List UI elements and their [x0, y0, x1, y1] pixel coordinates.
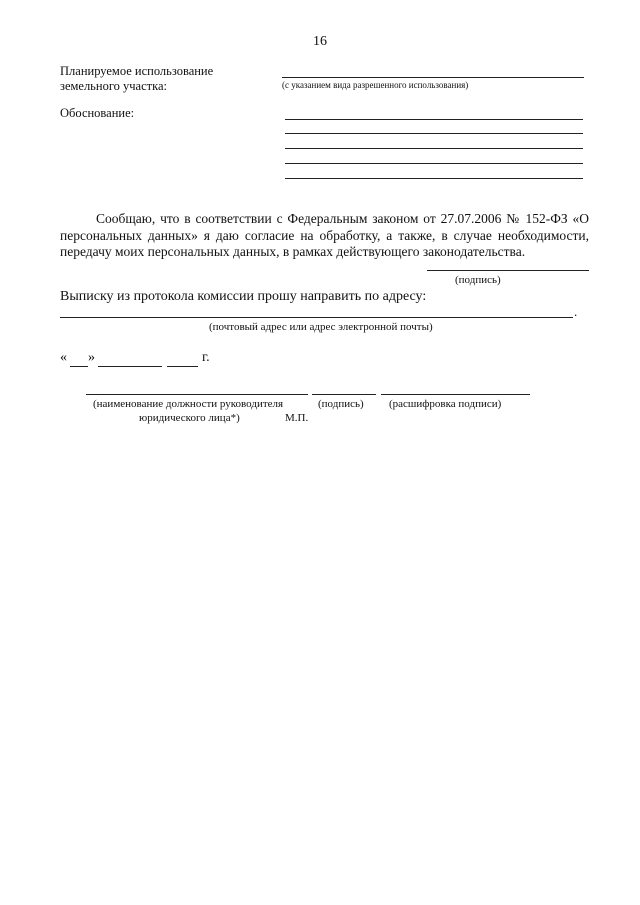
address-caption: (почтовый адрес или адрес электронной почты) [209, 321, 433, 333]
justification-line-3[interactable] [285, 148, 583, 149]
head-signature-line[interactable] [312, 394, 376, 395]
position-line[interactable] [86, 394, 308, 395]
land-use-label-line1: Планируемое использование [60, 64, 214, 78]
justification-label: Обоснование: [60, 106, 135, 120]
date-year-line[interactable] [167, 366, 198, 367]
consent-paragraph: Сообщаю, что в соответствии с Федеральным законом от 27.07.2006 № 152-ФЗ «О персональных данных» я даю согласие на обработку, а также, в случае необходимости, передачу моих персональных данных, в рамках действующего законодательства. [60, 211, 589, 259]
position-caption-line2: юридического лица*) [139, 412, 240, 424]
date-close-quote: » [88, 350, 95, 365]
land-use-input-line[interactable] [282, 77, 584, 78]
justification-line-2[interactable] [285, 133, 583, 134]
land-use-label-line2: земельного участка: [60, 79, 168, 93]
decoding-line[interactable] [381, 394, 530, 395]
justification-line-5[interactable] [285, 178, 583, 179]
address-label: Выписку из протокола комиссии прошу направить по адресу: [60, 289, 427, 304]
address-period: . [574, 304, 578, 319]
address-input-line[interactable] [60, 317, 573, 318]
date-day-line[interactable] [70, 366, 88, 367]
date-year-suffix: г. [202, 350, 210, 365]
justification-line-1[interactable] [285, 119, 583, 120]
applicant-signature-line[interactable] [427, 270, 589, 271]
stamp-label: М.П. [285, 412, 309, 424]
justification-line-4[interactable] [285, 163, 583, 164]
position-caption-line1: (наименование должности руководителя [93, 398, 284, 410]
date-open-quote: « [60, 350, 67, 365]
date-month-line[interactable] [98, 366, 162, 367]
head-signature-caption: (подпись) [318, 398, 364, 410]
land-use-caption: (с указанием вида разрешенного использования) [282, 80, 469, 90]
page-number: 16 [313, 34, 327, 49]
decoding-caption: (расшифровка подписи) [389, 398, 502, 410]
land-use-label [60, 64, 213, 94]
applicant-signature-caption: (подпись) [455, 274, 501, 286]
